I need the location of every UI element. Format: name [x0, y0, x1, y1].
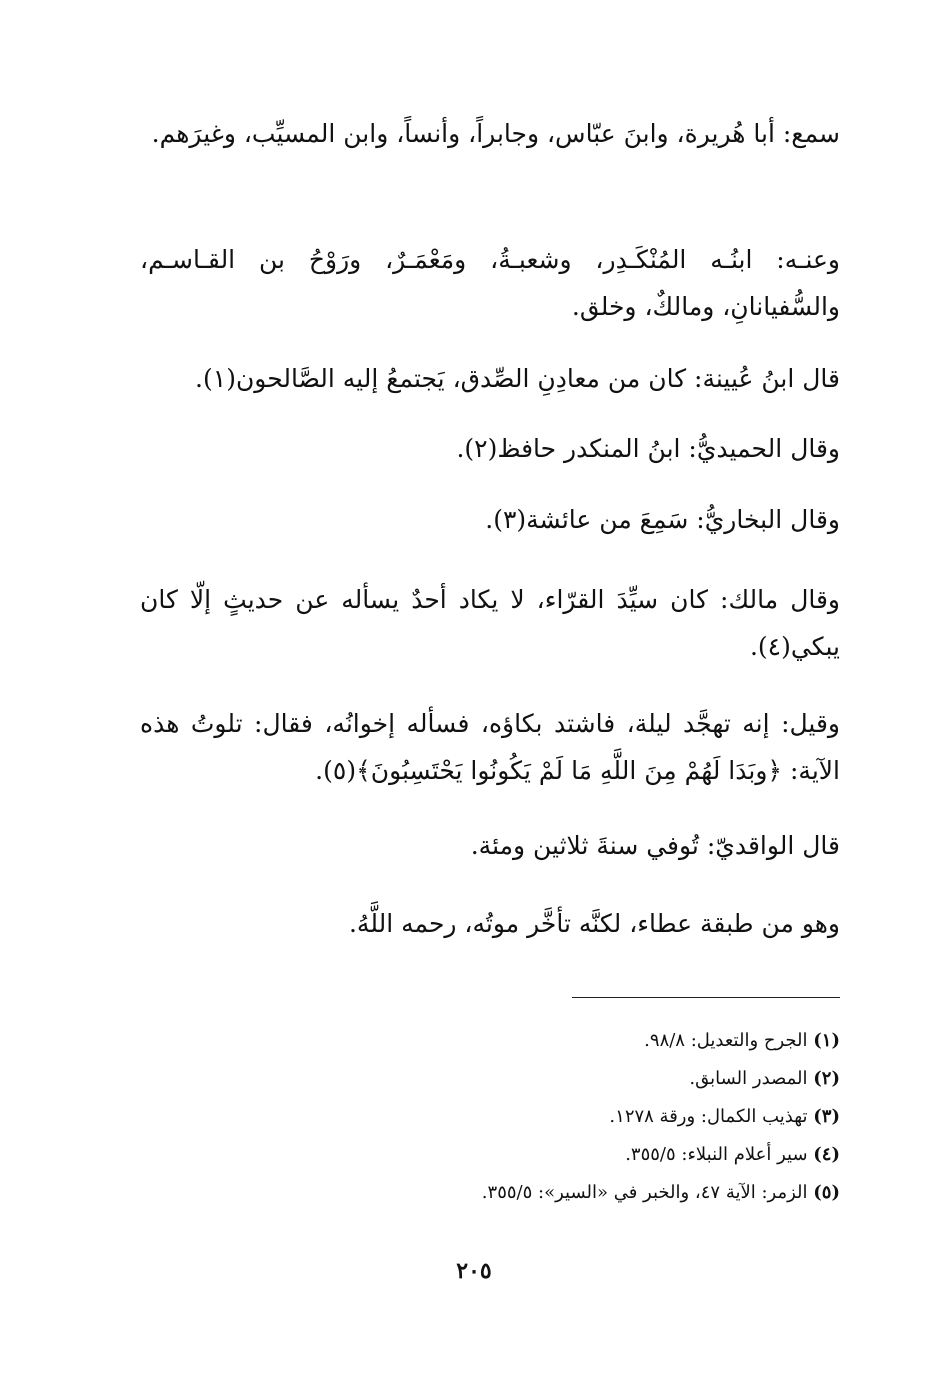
paragraph-closing: وهو من طبقة عطاء، لكنَّه تأخَّر موتُه، رحمه اللَّهُ. [348, 909, 840, 938]
footnote-item [140, 1060, 840, 1098]
footnote-text: تهذيب الكمال: ورقة ١٢٧٨. [609, 1106, 808, 1127]
footnote-text: الجرح والتعديل: ٩٨/٨. [644, 1030, 808, 1051]
paragraph-malik: وقال مالك: كان سيِّدَ القرّاء، لا يكاد أحدٌ يسأله عن حديثٍ إلّا كان يبكي(٤). [140, 585, 840, 661]
footnote-text: سير أعلام النبلاء: ٣٥٥/٥. [625, 1144, 808, 1165]
page-number: ٢٠٥ [456, 1258, 492, 1284]
paragraph-waqidi: قال الواقديّ: تُوفي سنةَ ثلاثين ومئة. [470, 831, 840, 860]
footnote-item [140, 1022, 840, 1060]
footnote-number: (١) [813, 1030, 840, 1051]
paragraph-bukhari: وقال البخاريُّ: سَمِعَ من عائشة(٣). [485, 505, 840, 534]
footnote-number: (٥) [813, 1182, 840, 1203]
paragraph-night-prayer: وقيل: إنه تهجَّد ليلة، فاشتد بكاؤه، فسأله إخوانُه، فقال: تلوتُ هذه الآية: ﴿وبَدَا لَهُمْ مِنَ اللَّهِ مَا لَمْ يَكُونُوا يَحْتَسِبُونَ﴾(٥). [140, 709, 840, 785]
footnote-text: المصدر السابق. [689, 1068, 808, 1089]
footnote-divider [572, 997, 840, 998]
footnote-item [140, 1098, 840, 1136]
footnote-number: (٤) [813, 1144, 840, 1165]
footnote-number: (٢) [813, 1068, 840, 1089]
footnote-item [140, 1136, 840, 1174]
footnotes-list [140, 1022, 840, 1212]
footnote-number: (٣) [813, 1106, 840, 1127]
paragraph-students: وعنـه: ابنُـه المُنْكَـدِر، وشعبـةُ، ومَعْمَـرٌ، ورَوْحُ بن القـاسـم، والسُّفيانانِ، ومالكٌ، وخلق. [140, 245, 840, 321]
paragraph-ibn-uyayna: قال ابنُ عُيينة: كان من معادِنِ الصِّدق، يَجتمعُ إليه الصَّالحون(١). [195, 364, 840, 393]
footnote-text: الزمر: الآية ٤٧، والخبر في «السير»: ٣٥٥/٥. [481, 1182, 808, 1203]
footnote-item [140, 1174, 840, 1212]
paragraph-teachers: سمع: أبا هُريرة، وابنَ عبّاس، وجابراً، وأنساً، وابن المسيِّب، وغيرَهم. [151, 119, 840, 148]
paragraph-humaydi: وقال الحميديُّ: ابنُ المنكدر حافظ(٢). [456, 434, 840, 463]
